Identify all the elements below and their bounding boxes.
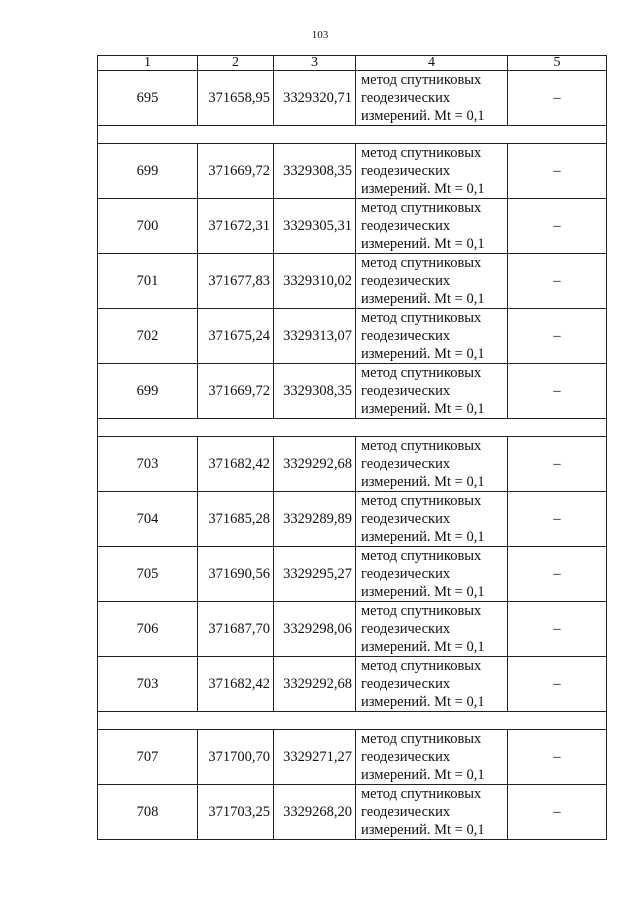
separator-cell <box>98 126 607 144</box>
column-5-cell: – <box>508 657 607 712</box>
y-coordinate-cell: 3329313,07 <box>274 309 356 364</box>
table-row <box>98 602 607 657</box>
y-coordinate-cell: 3329320,71 <box>274 71 356 126</box>
method-description-line: геодезических <box>361 218 451 234</box>
header-cell: 4 <box>356 56 508 71</box>
method-description-line: измерений. Mt = 0,1 <box>361 822 485 838</box>
method-description-line: измерений. Mt = 0,1 <box>361 694 485 710</box>
method-description-line: метод спутниковых <box>361 255 482 271</box>
y-coordinate-cell: 3329298,06 <box>274 602 356 657</box>
point-number-cell: 699 <box>98 144 198 199</box>
header-cell: 5 <box>508 56 607 71</box>
method-description-cell <box>356 785 508 840</box>
method-description-cell <box>356 71 508 126</box>
method-description-line: измерений. Mt = 0,1 <box>361 639 485 655</box>
method-description-line: геодезических <box>361 511 451 527</box>
table-row <box>98 492 607 547</box>
table-row <box>98 785 607 840</box>
method-description-cell <box>356 309 508 364</box>
y-coordinate-cell: 3329289,89 <box>274 492 356 547</box>
method-description-cell <box>356 254 508 309</box>
method-description-line: измерений. Mt = 0,1 <box>361 236 485 252</box>
column-5-cell: – <box>508 309 607 364</box>
method-description-line: измерений. Mt = 0,1 <box>361 108 485 124</box>
point-number-cell: 703 <box>98 657 198 712</box>
point-number-cell: 701 <box>98 254 198 309</box>
method-description-line: геодезических <box>361 804 451 820</box>
method-description-cell <box>356 144 508 199</box>
x-coordinate-cell: 371700,70 <box>198 730 274 785</box>
point-number-cell: 706 <box>98 602 198 657</box>
point-number-cell: 705 <box>98 547 198 602</box>
y-coordinate-cell: 3329292,68 <box>274 657 356 712</box>
method-description-line: метод спутниковых <box>361 731 482 747</box>
column-5-cell: – <box>508 547 607 602</box>
method-description-line: метод спутниковых <box>361 438 482 454</box>
column-5-cell: – <box>508 492 607 547</box>
table-row <box>98 144 607 199</box>
method-description-line: измерений. Mt = 0,1 <box>361 346 485 362</box>
method-description-line: геодезических <box>361 749 451 765</box>
method-description-line: измерений. Mt = 0,1 <box>361 474 485 490</box>
method-description-line: геодезических <box>361 163 451 179</box>
table-row <box>98 199 607 254</box>
group-separator-row <box>98 126 607 144</box>
separator-cell <box>98 419 607 437</box>
method-description-line: геодезических <box>361 273 451 289</box>
y-coordinate-cell: 3329268,20 <box>274 785 356 840</box>
column-5-cell: – <box>508 199 607 254</box>
method-description-line: метод спутниковых <box>361 145 482 161</box>
point-number-cell: 708 <box>98 785 198 840</box>
header-cell: 1 <box>98 56 198 71</box>
x-coordinate-cell: 371682,42 <box>198 437 274 492</box>
method-description-line: геодезических <box>361 383 451 399</box>
method-description-line: геодезических <box>361 676 451 692</box>
column-5-cell: – <box>508 254 607 309</box>
method-description-line: метод спутниковых <box>361 310 482 326</box>
header-cell: 3 <box>274 56 356 71</box>
table-row <box>98 254 607 309</box>
column-5-cell: – <box>508 71 607 126</box>
point-number-cell: 702 <box>98 309 198 364</box>
header-cell: 2 <box>198 56 274 71</box>
column-5-cell: – <box>508 785 607 840</box>
group-separator-row <box>98 419 607 437</box>
method-description-line: измерений. Mt = 0,1 <box>361 767 485 783</box>
method-description-line: метод спутниковых <box>361 200 482 216</box>
x-coordinate-cell: 371690,56 <box>198 547 274 602</box>
point-number-cell: 707 <box>98 730 198 785</box>
table-row <box>98 730 607 785</box>
method-description-line: геодезических <box>361 621 451 637</box>
method-description-line: метод спутниковых <box>361 658 482 674</box>
page-number: 103 <box>311 29 329 41</box>
method-description-line: измерений. Mt = 0,1 <box>361 401 485 417</box>
x-coordinate-cell: 371672,31 <box>198 199 274 254</box>
method-description-cell <box>356 437 508 492</box>
x-coordinate-cell: 371687,70 <box>198 602 274 657</box>
point-number-cell: 703 <box>98 437 198 492</box>
method-description-line: метод спутниковых <box>361 72 482 88</box>
method-description-cell <box>356 730 508 785</box>
method-description-cell <box>356 547 508 602</box>
point-number-cell: 695 <box>98 71 198 126</box>
table-row <box>98 71 607 126</box>
method-description-line: геодезических <box>361 90 451 106</box>
coordinates-table <box>97 55 607 840</box>
method-description-line: измерений. Mt = 0,1 <box>361 291 485 307</box>
method-description-line: метод спутниковых <box>361 548 482 564</box>
table-row <box>98 437 607 492</box>
method-description-cell <box>356 657 508 712</box>
y-coordinate-cell: 3329292,68 <box>274 437 356 492</box>
table-row <box>98 364 607 419</box>
method-description-line: измерений. Mt = 0,1 <box>361 181 485 197</box>
x-coordinate-cell: 371669,72 <box>198 144 274 199</box>
method-description-line: метод спутниковых <box>361 493 482 509</box>
header-row <box>98 56 607 71</box>
y-coordinate-cell: 3329271,27 <box>274 730 356 785</box>
method-description-line: метод спутниковых <box>361 786 482 802</box>
column-5-cell: – <box>508 602 607 657</box>
method-description-line: геодезических <box>361 456 451 472</box>
y-coordinate-cell: 3329308,35 <box>274 364 356 419</box>
x-coordinate-cell: 371682,42 <box>198 657 274 712</box>
column-5-cell: – <box>508 364 607 419</box>
method-description-line: измерений. Mt = 0,1 <box>361 529 485 545</box>
group-separator-row <box>98 712 607 730</box>
x-coordinate-cell: 371703,25 <box>198 785 274 840</box>
method-description-line: геодезических <box>361 328 451 344</box>
column-5-cell: – <box>508 730 607 785</box>
method-description-cell <box>356 602 508 657</box>
method-description-cell <box>356 492 508 547</box>
x-coordinate-cell: 371675,24 <box>198 309 274 364</box>
column-5-cell: – <box>508 144 607 199</box>
point-number-cell: 699 <box>98 364 198 419</box>
x-coordinate-cell: 371658,95 <box>198 71 274 126</box>
method-description-line: метод спутниковых <box>361 365 482 381</box>
table-row <box>98 547 607 602</box>
method-description-line: измерений. Mt = 0,1 <box>361 584 485 600</box>
table-row <box>98 309 607 364</box>
column-5-cell: – <box>508 437 607 492</box>
method-description-line: метод спутниковых <box>361 603 482 619</box>
method-description-line: геодезических <box>361 566 451 582</box>
y-coordinate-cell: 3329310,02 <box>274 254 356 309</box>
y-coordinate-cell: 3329295,27 <box>274 547 356 602</box>
method-description-cell <box>356 364 508 419</box>
method-description-cell <box>356 199 508 254</box>
x-coordinate-cell: 371677,83 <box>198 254 274 309</box>
point-number-cell: 700 <box>98 199 198 254</box>
separator-cell <box>98 712 607 730</box>
table-row <box>98 657 607 712</box>
y-coordinate-cell: 3329308,35 <box>274 144 356 199</box>
point-number-cell: 704 <box>98 492 198 547</box>
x-coordinate-cell: 371685,28 <box>198 492 274 547</box>
y-coordinate-cell: 3329305,31 <box>274 199 356 254</box>
x-coordinate-cell: 371669,72 <box>198 364 274 419</box>
